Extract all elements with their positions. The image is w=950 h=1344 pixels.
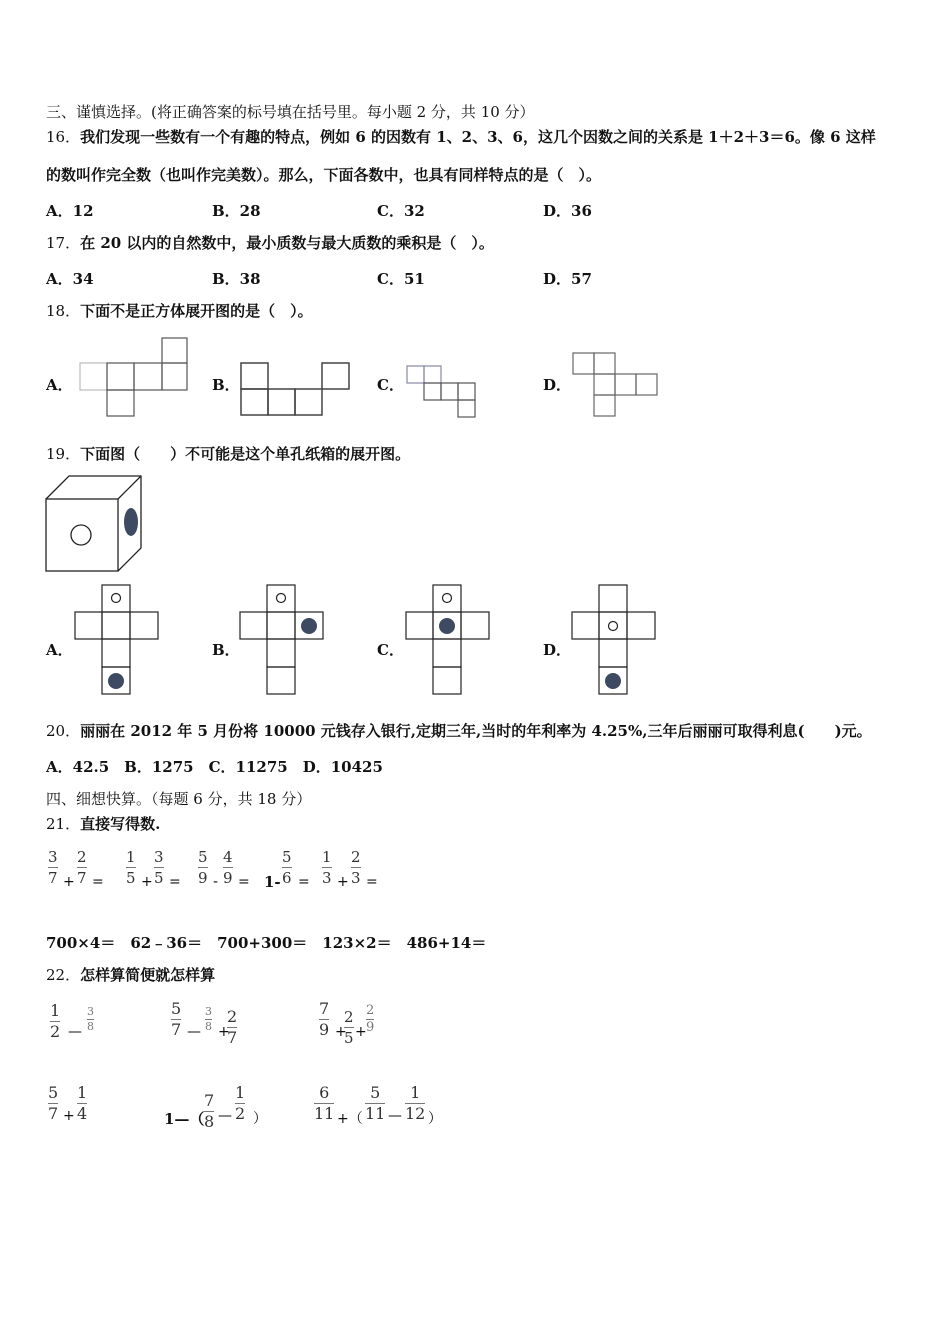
q22-d-frac2: 1 4 xyxy=(77,1083,88,1123)
q19-line xyxy=(46,445,410,463)
q17-number: 17． xyxy=(46,234,81,252)
q19-number: 19． xyxy=(46,445,81,463)
q21-e4-pre: 1- xyxy=(264,873,281,891)
q22-e-op: — xyxy=(218,1108,232,1124)
q18-net-b[interactable] xyxy=(240,362,352,418)
q18-label-b[interactable]: B． xyxy=(212,376,240,394)
q21-e3-op: - xyxy=(213,874,219,890)
q18-text: 下面不是正方体展开图的是（ ）。 xyxy=(80,302,313,320)
q21-number: 21． xyxy=(46,815,81,833)
q22-b-op1: — xyxy=(187,1024,201,1040)
q18-net-a[interactable] xyxy=(80,338,190,418)
q22-e-frac1: 7 8 xyxy=(204,1091,215,1131)
q17-option-b[interactable]: B．38 xyxy=(212,270,261,288)
q21-line xyxy=(46,815,160,833)
q19-label-b[interactable]: B． xyxy=(212,641,240,659)
q21-e1-frac2: 2 7 xyxy=(77,848,87,887)
q21-e5-op: + xyxy=(337,874,349,890)
q18-line xyxy=(46,302,313,320)
q22-f-op: +（ xyxy=(337,1111,363,1127)
q22-b-frac3: 2 7 xyxy=(227,1007,238,1047)
q16-option-a[interactable]: A．12 xyxy=(46,202,94,220)
q22-b-frac2: 3 8 xyxy=(205,1005,212,1033)
q22-f-post: ） xyxy=(428,1111,442,1127)
q18-label-a[interactable]: A． xyxy=(46,376,73,394)
q22-f-op2: — xyxy=(388,1108,402,1124)
q18-net-d[interactable] xyxy=(572,352,662,418)
q21-e3-eq: = xyxy=(238,874,250,890)
q19-label-a[interactable]: A． xyxy=(46,641,73,659)
q19-label-c[interactable]: C． xyxy=(377,641,404,659)
q21-e1-frac1: 3 7 xyxy=(48,848,58,887)
q22-d-frac1: 5 7 xyxy=(48,1083,59,1123)
q22-c-op1: + xyxy=(335,1024,347,1040)
q21-row2: 700×4＝ 62﹣36＝ 700+300＝ 123×2＝ 486+14＝ xyxy=(46,934,487,952)
q19-cube-box xyxy=(45,475,145,573)
q19-net-d[interactable] xyxy=(571,584,657,696)
q22-d-op: + xyxy=(63,1108,75,1124)
q19-net-c[interactable] xyxy=(405,584,491,696)
q22-text: 怎样算简便就怎样算 xyxy=(80,966,216,984)
q16-line2: 的数叫作完全数（也叫作完美数）。那么，下面各数中，也具有同样特点的是（ ）。 xyxy=(46,166,602,184)
q22-c-frac2: 2 5 xyxy=(344,1008,354,1047)
q22-a-frac1: 1 2 xyxy=(50,1001,61,1041)
q21-e4-frac1: 5 6 xyxy=(282,848,292,887)
q21-e4-eq: = xyxy=(298,874,310,890)
q22-line xyxy=(46,966,215,984)
q22-number: 22． xyxy=(46,966,81,984)
q18-a-square xyxy=(162,338,187,363)
section-3-title: 三、谨慎选择。(将正确答案的标号填在括号里。每小题 2 分，共 10 分） xyxy=(46,103,535,121)
q20-line xyxy=(46,722,872,740)
q20-text: 丽丽在 2012 年 5 月份将 10000 元钱存入银行,定期三年,当时的年利率为 4.25%,三年后丽丽可取得利息( )元。 xyxy=(80,722,872,740)
q21-text: 直接写得数. xyxy=(80,815,161,833)
q22-f-frac2: 5 11 xyxy=(365,1083,386,1123)
q22-c-op2: + xyxy=(355,1024,367,1040)
q21-e2-op: + xyxy=(141,874,153,890)
q17-line xyxy=(46,234,494,252)
q21-e2-eq: = xyxy=(169,874,181,890)
q21-e5-frac2: 2 3 xyxy=(351,848,361,887)
q16-option-b[interactable]: B．28 xyxy=(212,202,261,220)
q16-option-d[interactable]: D．36 xyxy=(543,202,592,220)
q19-net-b[interactable] xyxy=(239,584,325,696)
q21-e5-eq: = xyxy=(366,874,378,890)
q21-e3-frac2: 4 9 xyxy=(223,848,233,887)
q20-options[interactable]: A．42.5 B．1275 C．11275 D．10425 xyxy=(46,758,383,776)
q16-line1 xyxy=(46,128,876,146)
q22-b-frac1: 5 7 xyxy=(171,999,182,1039)
q17-option-a[interactable]: A．34 xyxy=(46,270,94,288)
q16-text: 我们发现一些数有一个有趣的特点，例如 6 的因数有 1、2、3、6，这几个因数之间的关系是 1＋2＋3＝6。像 6 这样 xyxy=(80,128,876,146)
q22-a-op: — xyxy=(68,1024,82,1040)
q16-number: 16． xyxy=(46,128,81,146)
cube-side-hole xyxy=(124,508,138,536)
section-4-title: 四、细想快算。（每题 6 分，共 18 分） xyxy=(46,790,312,808)
q19-net-a[interactable] xyxy=(74,584,160,696)
q22-c-frac3: 2 9 xyxy=(366,1003,375,1035)
q17-option-d[interactable]: D．57 xyxy=(543,270,592,288)
q19-text: 下面图（ ）不可能是这个单孔纸箱的展开图。 xyxy=(80,445,411,463)
q22-c-frac1: 7 9 xyxy=(319,999,330,1039)
q21-e5-frac1: 1 3 xyxy=(322,848,332,887)
q22-e-post: ） xyxy=(253,1111,267,1127)
q21-e1-op: + xyxy=(63,874,75,890)
q22-e-pre: 1—（ xyxy=(164,1110,205,1128)
q22-f-frac3: 1 12 xyxy=(405,1083,426,1123)
q22-b-op2: + xyxy=(218,1024,230,1040)
q21-e3-frac1: 5 9 xyxy=(198,848,208,887)
q19-label-d[interactable]: D． xyxy=(543,641,572,659)
q17-text: 在 20 以内的自然数中，最小质数与最大质数的乘积是（ ）。 xyxy=(80,234,494,252)
q17-option-c[interactable]: C．51 xyxy=(377,270,425,288)
q18-net-c[interactable] xyxy=(406,365,478,419)
q18-label-c[interactable]: C． xyxy=(377,376,404,394)
q21-e2-frac2: 3 5 xyxy=(154,848,164,887)
q22-a-frac2: 3 8 xyxy=(87,1005,94,1033)
q16-option-c[interactable]: C．32 xyxy=(377,202,425,220)
q21-e2-frac1: 1 5 xyxy=(126,848,136,887)
q18-label-d[interactable]: D． xyxy=(543,376,572,394)
q20-number: 20． xyxy=(46,722,81,740)
q22-e-frac2: 1 2 xyxy=(235,1083,246,1123)
q18-number: 18． xyxy=(46,302,81,320)
q21-e1-eq: = xyxy=(92,874,104,890)
q22-f-frac1: 6 11 xyxy=(314,1083,335,1123)
